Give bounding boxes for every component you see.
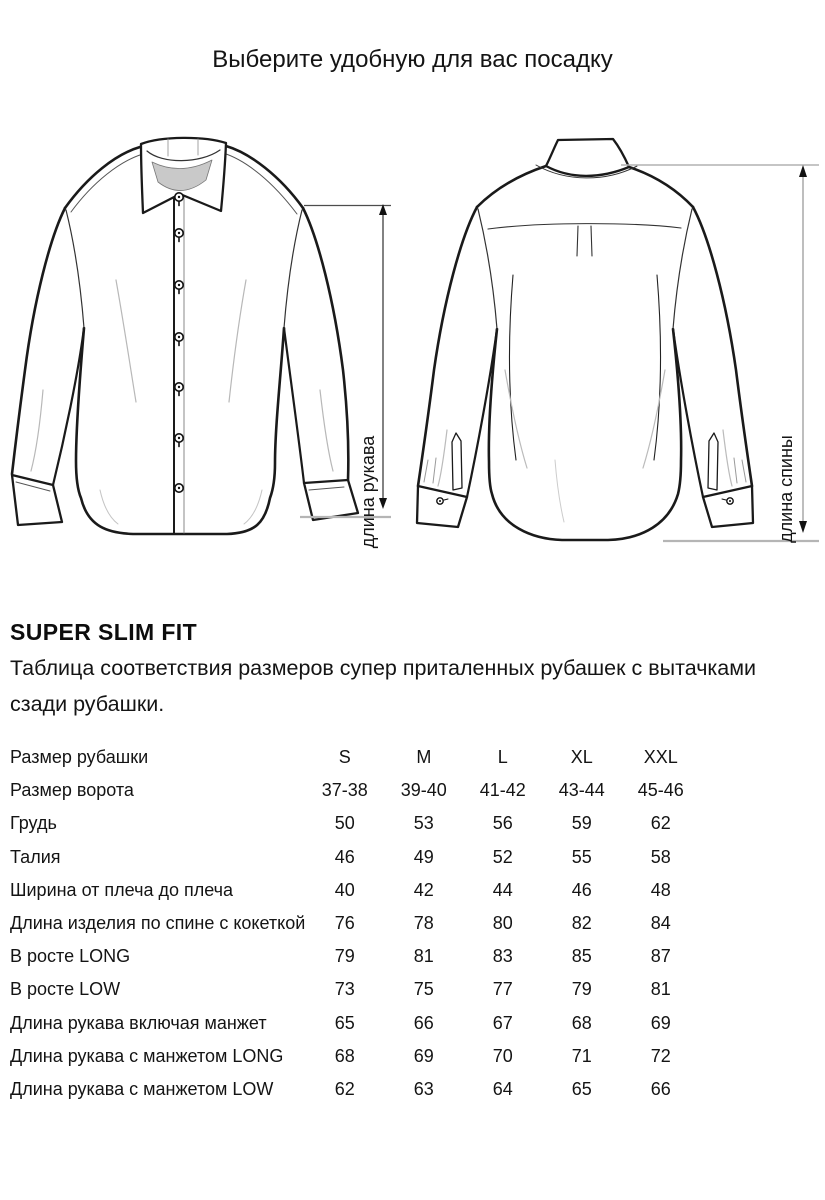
size-value: 85: [571, 946, 592, 967]
table-row: [10, 807, 700, 840]
back-length-label: длина спины: [776, 435, 796, 543]
size-value: 49: [413, 846, 434, 867]
size-value: 43-44: [558, 780, 605, 801]
shirt-diagram: [0, 130, 825, 560]
row-label: Талия: [10, 846, 61, 867]
size-value: 53: [413, 813, 434, 834]
fit-description-line: сзади рубашки.: [10, 691, 165, 716]
size-value: 69: [650, 1012, 671, 1033]
size-value: 59: [571, 813, 592, 834]
row-label: Длина рукава с манжетом LONG: [10, 1045, 284, 1066]
size-value: 70: [492, 1045, 513, 1066]
size-value: 65: [334, 1012, 355, 1033]
fit-description-line: Таблица соответствия размеров супер приталенных рубашек с вытачками: [10, 656, 757, 680]
size-value: 66: [650, 1078, 671, 1099]
size-value: 58: [650, 846, 671, 867]
table-row: [10, 1007, 700, 1040]
table-row: [10, 841, 700, 874]
size-value: 46: [334, 846, 355, 867]
size-value: 79: [334, 946, 355, 967]
size-value: 41-42: [479, 780, 526, 801]
size-value: 68: [334, 1045, 355, 1066]
row-label: Грудь: [10, 813, 57, 834]
size-value: 44: [492, 879, 513, 900]
size-value: 48: [650, 879, 671, 900]
size-value: 78: [413, 913, 434, 934]
row-label: Длина рукава с манжетом LOW: [10, 1078, 274, 1099]
size-value: 62: [650, 813, 671, 834]
size-value: L: [497, 747, 508, 768]
size-value: 67: [492, 1012, 513, 1033]
size-value: XL: [570, 747, 593, 768]
shirts-illustration-svg: [0, 130, 825, 560]
size-value: 81: [650, 979, 671, 1000]
size-value: 37-38: [321, 780, 368, 801]
size-table-header-row: [10, 741, 700, 774]
size-value: 82: [571, 913, 592, 934]
table-row: [10, 940, 700, 973]
size-value: 56: [492, 813, 513, 834]
size-value: 64: [492, 1078, 513, 1099]
size-value: 81: [413, 946, 434, 967]
size-value: 68: [571, 1012, 592, 1033]
size-value: 71: [571, 1045, 592, 1066]
table-row: [10, 1040, 700, 1073]
size-value: 52: [492, 846, 513, 867]
size-value: 66: [413, 1012, 434, 1033]
size-value: 73: [334, 979, 355, 1000]
size-value: 80: [492, 913, 513, 934]
size-value: 40: [334, 879, 355, 900]
back-shirt-illustration: [417, 139, 753, 540]
table-row: [10, 907, 700, 940]
size-value: 84: [650, 913, 671, 934]
size-value: S: [338, 747, 351, 768]
table-row: [10, 1073, 700, 1106]
size-value: 69: [413, 1045, 434, 1066]
size-value: 63: [413, 1078, 434, 1099]
size-value: 46: [571, 879, 592, 900]
table-row: [10, 874, 700, 907]
row-label: Размер ворота: [10, 780, 134, 801]
size-value: M: [416, 747, 432, 768]
size-table: [10, 741, 700, 1106]
size-value: 72: [650, 1045, 671, 1066]
size-value: 87: [650, 946, 671, 967]
fit-description: [10, 651, 756, 722]
front-shirt-illustration: [12, 138, 358, 534]
size-value: 39-40: [400, 780, 447, 801]
table-row: [10, 774, 700, 807]
size-value: 79: [571, 979, 592, 1000]
size-value: 75: [413, 979, 434, 1000]
table-row: [10, 973, 700, 1006]
row-label: В росте LONG: [10, 946, 131, 967]
row-label: Ширина от плеча до плеча: [10, 879, 234, 900]
size-value: 65: [571, 1078, 592, 1099]
size-value: 50: [334, 813, 355, 834]
row-label: В росте LOW: [10, 979, 121, 1000]
size-value: XXL: [643, 747, 678, 768]
size-value: 55: [571, 846, 592, 867]
fit-heading: SUPER SLIM FIT: [10, 619, 198, 645]
row-label: Длина изделия по спине с кокеткой: [10, 913, 306, 934]
row-label: Длина рукава включая манжет: [10, 1012, 267, 1033]
size-value: 45-46: [637, 780, 684, 801]
size-value: 62: [334, 1078, 355, 1099]
size-value: 77: [492, 979, 513, 1000]
page-title: Выберите удобную для вас посадку: [212, 46, 613, 73]
row-label: Размер рубашки: [10, 747, 149, 768]
size-value: 76: [334, 913, 355, 934]
size-table-body: [10, 741, 700, 1106]
size-value: 83: [492, 946, 513, 967]
size-value: 42: [413, 879, 434, 900]
sleeve-length-label: длина рукава: [358, 435, 378, 549]
